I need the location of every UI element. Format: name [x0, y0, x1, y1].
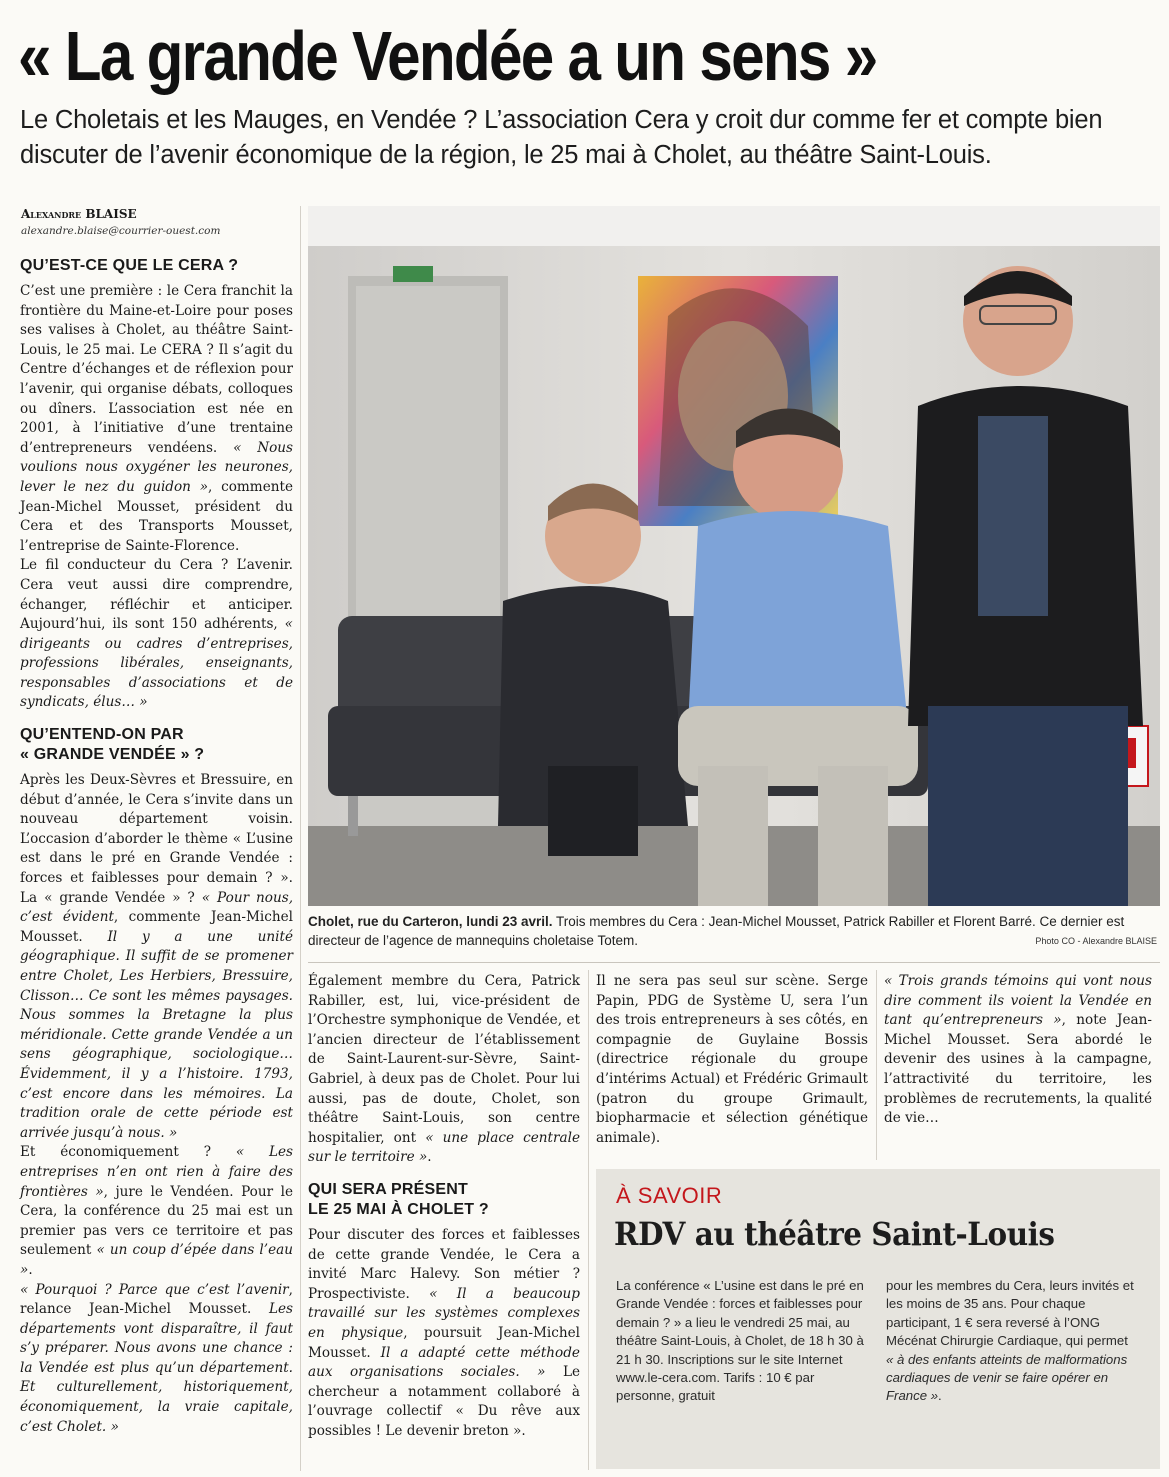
- subhead-line: « GRANDE VENDÉE » ?: [20, 746, 205, 764]
- headline: « La grande Vendée a un sens »: [18, 17, 877, 95]
- quote: « à des enfants atteints de malformations cardiaques de venir se faire opérer en France »: [886, 1351, 1128, 1404]
- byline: [21, 206, 220, 240]
- quote: « Pour nous, c’est évident: [20, 889, 294, 926]
- paragraph: [20, 282, 293, 556]
- paragraph: [308, 1226, 580, 1442]
- column-1: [20, 256, 293, 1437]
- subhead-line: QU’ENTEND-ON PAR: [20, 726, 184, 744]
- subhead-who-attends: [308, 1180, 580, 1220]
- text: pour les membres du Cera, leurs invités et les moins de 35 ans. Pour chaque participant, 1 € sera reversé à l’ONG Mécénat Chirurgie Cardiaque, qui permet: [886, 1278, 1134, 1349]
- paragraph: Il ne sera pas seul sur scène. Serge Papin, PDG de Système U, sera l’un des trois entrepreneurs à ses côtés, en compagnie de Guylaine Bossis (directrice régionale du groupe d’intérims Actual) et Frédéric Grimault (patron du groupe Grimault, biopharmacie et sélection génétique animale).: [596, 973, 868, 1146]
- photo-illustration: [308, 206, 1160, 906]
- text: .: [28, 1261, 33, 1278]
- article-photo: [308, 206, 1160, 906]
- info-box-column-1: La conférence « L’usine est dans le pré en Grande Vendée : forces et faiblesses pour demain ? » a lieu le vendredi 25 mai, au théâtre Saint-Louis, à Cholet, de 18 h 30 à 21 h 30. Inscriptions sur le site Internet www.le-cera.com. Tarifs : 10 € par personne, gratuit: [616, 1278, 864, 1404]
- column-divider: [588, 970, 589, 1470]
- quote: « Pourquoi ? Parce que c’est l’avenir: [20, 1281, 289, 1298]
- column-4: [884, 972, 1152, 1129]
- text: Également membre du Cera, Patrick Rabiller, est, lui, vice-président de l’Orchestre symphonique de Vendée, et l’ancien directeur de l’établissement de Saint-Laurent-sur-Sèvre, Saint-Gabriel, à deux pas de Cholet. Pour lui aussi, pas de doute, Cholet, son théâtre Saint-Louis, son centre hospitalier, ont: [308, 973, 580, 1146]
- column-divider: [876, 970, 877, 1160]
- text: Le chercheur a notamment collaboré à l’ouvrage collectif « Du rêve aux possibles ! Le devenir breton ».: [308, 1364, 581, 1439]
- text: , commente Jean-Michel Mousset, président du Cera et des Transports Mousset, l’entreprise de Sainte-Florence.: [20, 478, 294, 554]
- text: .: [938, 1388, 942, 1404]
- author-name: Alexandre BLAISE: [21, 207, 137, 221]
- caption-text: Trois membres du Cera : Jean-Michel Mousset, Patrick Rabiller et Florent Barré. Ce dernier est directeur de l’agence de mannequins choletaise Totem.: [308, 914, 1125, 948]
- paragraph: [20, 771, 293, 1143]
- info-box-title: RDV au théâtre Saint-Louis: [614, 1215, 1055, 1253]
- divider: [308, 962, 1160, 963]
- text: Pour discuter des forces et faiblesses de cette grande Vendée, le Cera a invité Marc Halevy. Son métier ? Prospectiviste.: [308, 1226, 580, 1302]
- text: , commente Jean-Michel Mousset.: [20, 909, 293, 945]
- text: .: [427, 1149, 432, 1166]
- author-email: alexandre.blaise@courrier-ouest.com: [21, 225, 221, 237]
- quote: « un coup d’épée dans l’eau »: [20, 1242, 293, 1278]
- text: , poursuit Jean-Michel Mousset.: [308, 1324, 580, 1361]
- column-3: [596, 972, 868, 1148]
- subhead-line: QUI SERA PRÉSENT: [308, 1180, 468, 1198]
- info-box-tag: À SAVOIR: [616, 1183, 723, 1208]
- quote: « Trois grands témoins qui vont nous dire comment ils voient la Vendée en tant qu’entrepreneurs »: [884, 973, 1152, 1029]
- quote: « dirigeants ou cadres d’entreprises, professions libérales, enseignants, responsables d’associations et de syndicats, élus… »: [20, 616, 293, 711]
- standfirst: Le Choletais et les Mauges, en Vendée ? L’association Cera y croit dur comme fer et compte bien discuter de l’avenir économique de la région, le 25 mai à Cholet, au théâtre Saint-Louis.: [20, 106, 1103, 169]
- quote: « une place centrale sur le territoire »: [308, 1129, 580, 1166]
- text: Et économiquement ?: [20, 1144, 211, 1161]
- subhead-what-is-cera: QU’EST-CE QUE LE CERA ?: [20, 257, 239, 274]
- quote: Les départements vont disparaître, il faut s’y préparer. Nous avons une chance : la Vendée est plus qu’un département. Et culturellement, historiquement, économiquement, la vraie capitale, c’est Cholet. »: [20, 1301, 293, 1435]
- subhead-grande-vendee: [20, 725, 293, 765]
- quote: Il y a une unité géographique. Il suffit de se promener entre Cholet, Les Herbiers, Bressuire, Clisson… Ce sont les mêmes paysages. Nous sommes la Bretagne la plus méridionale. Cette grande Vendée a un sens géographique, sociologique… Évidemment, il y a l’histoire. 1793, c’est encore dans les mémoires. La tradition orale de cette période est arrivée jusqu’à nous. »: [20, 928, 293, 1141]
- quote: Il a adapté cette méthode aux organisations sociales. »: [308, 1344, 580, 1381]
- text: , relance Jean-Michel Mousset.: [20, 1281, 293, 1318]
- paragraph: [308, 972, 580, 1168]
- text: Le fil conducteur du Cera ? L’avenir. Cera veut aussi dire comprendre, échanger, réfléchir et anticiper. Aujourd’hui, ils sont 150 adhérents,: [20, 557, 293, 633]
- photo-credit: Photo CO - Alexandre BLAISE: [1035, 936, 1157, 946]
- paragraph: [20, 1143, 293, 1280]
- paragraph: [20, 1281, 293, 1438]
- text: Après les Deux-Sèvres et Bressuire, en début d’année, le Cera s’invite dans un nouveau département voisin. L’occasion d’aborder le thème « L’usine est dans le pré en Grande Vendée : forces et faiblesses pour demain ? ». La « grande Vendée » ?: [20, 772, 293, 906]
- paragraph: [884, 972, 1152, 1129]
- quote: « Nous voulions nous oxygéner les neurones, lever le nez du guidon »: [20, 439, 293, 495]
- text: C’est une première : le Cera franchit la frontière du Maine-et-Loire pour poses ses valises à Cholet, au théâtre Saint-Louis, le 25 mai. Le CERA ? Il s’agit du Centre d’échanges et de réflexion pour l’avenir, qui organise débats, colloques ou dîners. L’association est née en 2001, à l’initiative d’une trentaine d’entrepreneurs vendéens.: [20, 283, 293, 456]
- info-box-column-2: [886, 1277, 1138, 1406]
- quote: « Les entreprises n’en ont rien à faire des frontières »: [20, 1144, 293, 1200]
- column-2: [308, 972, 580, 1441]
- column-divider: [300, 206, 301, 1471]
- caption-lead: Cholet, rue du Carteron, lundi 23 avril.: [308, 914, 553, 929]
- subhead-line: LE 25 MAI À CHOLET ?: [308, 1200, 489, 1218]
- quote: « Il a beaucoup travaillé sur les systèmes complexes en physique: [308, 1285, 580, 1341]
- info-box: [596, 1169, 1160, 1469]
- photo-caption: [308, 912, 1160, 950]
- text: , note Jean-Michel Mousset. Sera abordé le devenir des usines à la campagne, l’attractivité du territoire, les problèmes de recrutements, la qualité de vie…: [884, 1012, 1152, 1127]
- paragraph: [20, 556, 293, 713]
- text: , jure le Vendéen. Pour le Cera, la conférence du 25 mai est un premier pas vers ce territoire et pas seulement: [20, 1183, 293, 1259]
